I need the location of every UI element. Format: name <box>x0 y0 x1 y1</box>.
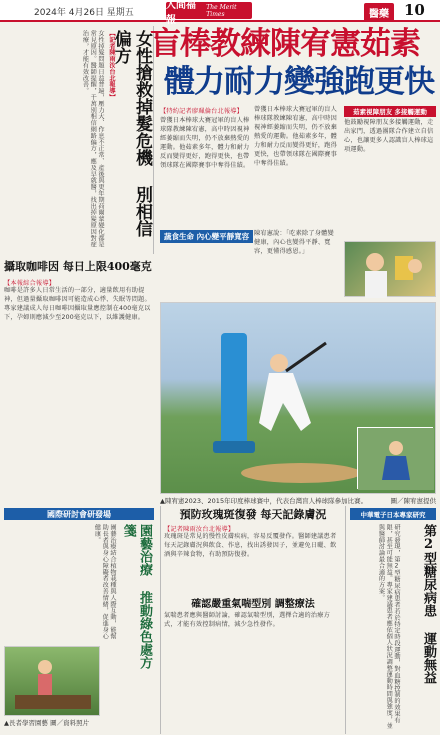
asthma-body: 氣喘患者應與醫師討論，確認氣喘型別，選擇合適的治療方式，才能有效控制病情，減少急性發作。 <box>164 612 331 628</box>
garden-photo <box>4 646 100 716</box>
garden-caption: ▲長者學習園藝 圖／資料照片 <box>4 719 90 727</box>
main-subhead: 蔬食生命 內心變平靜寬容 <box>160 230 253 243</box>
asthma-headline: 確認嚴重氣喘型別 調整療法 <box>191 599 315 610</box>
diabetes-article <box>350 522 436 734</box>
section-label: 醫藥 <box>364 3 394 22</box>
main-body-2: 陳宥憲說：「吃素除了身體變健康，內心也變得平靜、寬容，更懂得感恩。」 <box>254 230 334 255</box>
hair-loss-body: 女性掉髮問題日益普遍，壓力大、作息不正常、產後與更年期荷爾蒙變化都是常見原因。醫師提醒，千萬別相信網路偏方，應及早就醫，找出掉髮原因對症治療，才能有效改善。 <box>81 30 104 248</box>
hair-loss-article <box>4 26 154 254</box>
kneeling-player-photo <box>357 427 433 489</box>
main-byline: 【特約記者廖珮倫台北報導】 <box>160 108 244 115</box>
coffee-article <box>4 258 154 496</box>
rosacea-byline: 【記者陳雨汝台北報導】 <box>164 526 235 533</box>
garden-photo-graphic <box>5 647 101 717</box>
issue-date: 2024年 4月26日 星期五 <box>34 8 134 18</box>
page-number: 10 <box>404 1 425 19</box>
main-headline-1: 盲棒教練陳宥憲茹素 <box>150 26 420 62</box>
hair-loss-title: 女性搶救掉髮危機 別相信偏方 <box>110 30 152 237</box>
rosacea-body: 玫瑰斑是常見的慢性皮膚疾病，容易反覆發作。醫師建議患者每天記錄膚況與飲食、作息，找出誘發因子，並避免日曬、飲酒與辛辣食物，有助預防復發。 <box>164 533 337 558</box>
diabetes-title: 第2型糖尿病患 運動無益 <box>421 524 436 684</box>
coffee-headline: 攝取咖啡因 每日上限400毫克 <box>4 260 152 273</box>
rosacea-headline: 預防玫瑰斑復發 每天記錄膚況 <box>179 508 327 521</box>
hair-loss-byline: 【記者陳雨汝台北報導】 <box>108 30 115 101</box>
newspaper-logo: 人間福報 The Merit Times <box>166 2 252 19</box>
horticulture-bar: 國際研討會研發場 <box>4 508 154 520</box>
coffee-body: 咖啡是許多人日常生活的一部分，適量飲用有助提神，但過量攝取咖啡因可能造成心悸、失眠等問題。專家建議成人每日咖啡因攝取量應控制在400毫克以下，孕婦則應減少至200毫克以下，以維護健康。 <box>4 287 151 321</box>
horticulture-body: 園藝治療結合植物栽種與人際互動，能幫助長者與身心障礙者改善情緒，促進身心健康。 <box>93 524 116 640</box>
award-photo <box>344 241 436 297</box>
award-photo-graphic <box>345 242 437 298</box>
right-subhead: 茹素視障朋友 多接觸運動 <box>344 106 436 117</box>
diabetes-bar: 中華電子日本專家研究 <box>350 508 436 520</box>
kneeling-player-graphic <box>358 428 434 490</box>
baseball-photo <box>160 302 436 494</box>
coffee-byline: 【本報綜合報導】 <box>4 280 56 287</box>
main-body-1: 曾獲日本棒球大賽冠軍的盲人棒球隊教練陳宥憲，高中時因視神經萎縮而失明，仍不放棄熱愛的運動。他茹素多年，體力和耐力反而變得更好，跑得更快，也帶領球隊在國際賽事中奪得佳績。 <box>160 117 250 169</box>
horticulture-article <box>4 522 154 734</box>
main-headline-2: 體力耐力變強跑更快 <box>164 64 434 100</box>
main-body-1b: 曾獲日本棒球大賽冠軍的盲人棒球隊教練陳宥憲，高中時因視神經萎縮而失明，仍不放棄熱愛的運動。他茹素多年，體力和耐力反而變得更好，跑得更快，也帶領球隊在國際賽事中奪得佳績。 <box>254 106 338 167</box>
main-text-col-1 <box>160 106 250 296</box>
main-body-3: 他鼓勵視障朋友多接觸運動，走出家門，透過團隊合作建立自信心，也讓更多人認識盲人棒球這項運動。 <box>344 119 434 153</box>
horticulture-title: 園藝治療 推動綠色處方箋 <box>120 524 152 669</box>
masthead <box>0 0 440 26</box>
baseball-photo-caption: ▲陳宥憲2023、2015年印度棒球賽中，代表台灣盲人棒球隊參加比賽。 <box>160 497 368 505</box>
photo-credit: 圖／陳宥憲提供 <box>390 497 436 505</box>
diabetes-body: 研究發現，第2型糖尿病患者若於特定時段運動，對血糖控制的效果有限，甚至可能無益。專家建議患者應依個人狀況調整運動時間與強度，並與醫師討論最合適的方案。 <box>377 524 400 729</box>
rosacea-article <box>160 506 346 734</box>
